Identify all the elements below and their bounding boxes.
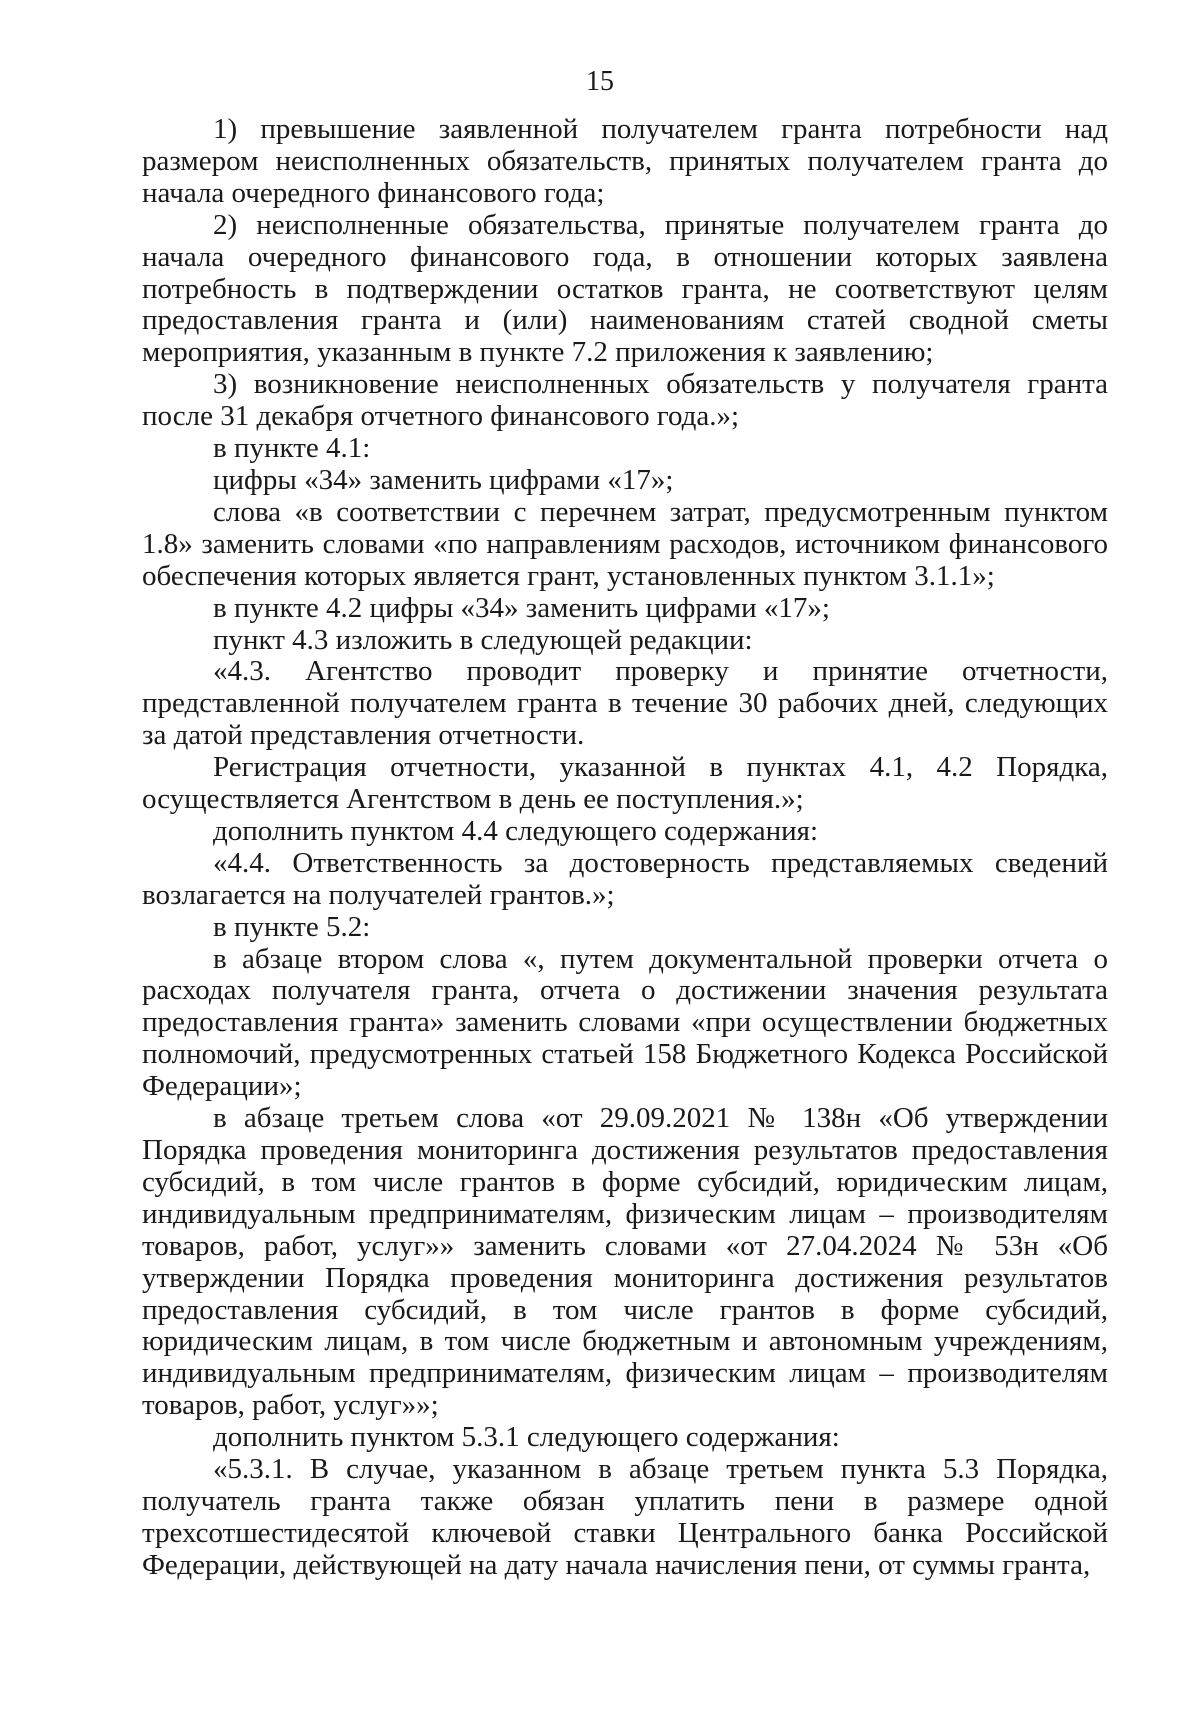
paragraph-item-1: 1) превышение заявленной получателем гранта потребности над размером неисполненных обязательств, принятых получателем гранта до начала очередного финансового года; (142, 113, 1108, 209)
page-number: 15 (586, 66, 614, 97)
paragraph-point-4-3-text: «4.3. Агентство проводит проверку и принятие отчетности, представленной получателем гранта в течение 30 рабочих дней, следующих за датой представления отчетности. (142, 655, 1108, 752)
paragraph-words-replace: слова «в соответствии с перечнем затрат, предусмотренным пунктом 1.8» заменить словами «по направлениям расходов, источником финансового обеспечения которых является грант, установленных пунктом 3.1.1»; (142, 495, 1108, 592)
paragraph-digits-replace: цифры «34» заменить цифрами «17»; (213, 463, 674, 496)
paragraph-point-4-1: в пункте 4.1: (213, 432, 371, 465)
document-body (142, 114, 1108, 1582)
paragraph-item-3: 3) возникновение неисполненных обязательств у получателя гранта после 31 декабря отчетного финансового года.»; (142, 368, 1108, 433)
paragraph-point-4-4-intro: дополнить пунктом 4.4 следующего содержания: (213, 814, 819, 847)
paragraph-point-4-2: в пункте 4.2 цифры «34» заменить цифрами «17»; (213, 591, 830, 624)
paragraph-point-4-3-intro: пункт 4.3 изложить в следующей редакции: (213, 623, 753, 656)
paragraph-point-5-3-1-intro: дополнить пунктом 5.3.1 следующего содержания: (213, 1421, 840, 1454)
paragraph-second-abzac: в абзаце втором слова «, путем документальной проверки отчета о расходах получателя гранта, отчета о достижении значения результата предоставления гранта» заменить словами «при осуществлении бюджетных полномочий, предусмотренных статьей 158 Бюджетного Кодекса Российской Федерации»; (142, 942, 1108, 1103)
paragraph-point-5-3-1-text: «5.3.1. В случае, указанном в абзаце третьем пункта 5.3 Порядка, получатель гранта также обязан уплатить пени в размере одной трехсотшестидесятой ключевой ставки Центрального банка Российской Федерации, действующей на дату начала начисления пени, от суммы гранта, (142, 1453, 1108, 1581)
paragraph-third-abzac: в абзаце третьем слова «от 29.09.2021 № 138н «Об утверждении Порядка проведения мониторинга достижения результатов предоставления субсидий, в том числе грантов в форме субсидий, юридическим лицам, индивидуальным предпринимателям, физическим лицам – производителям товаров, работ, услуг»» заменить словами «от 27.04.2024 № 53н «Об утверждении Порядка проведения мониторинга достижения результатов предоставления субсидий, в том числе грантов в форме субсидий, юридическим лицам, в том числе бюджетным и автономным учреждениям, индивидуальным предпринимателям, физическим лицам – производителям товаров, работ, услуг»»; (142, 1102, 1108, 1422)
paragraph-item-2: 2) неисполненные обязательства, принятые получателем гранта до начала очередного финансового года, в отношении которых заявлена потребность в подтверждении остатков гранта, не соответствуют целям предоставления гранта и (или) наименованиям статей сводной сметы мероприятия, указанным в пункте 7.2 приложения к заявлению; (142, 208, 1108, 369)
paragraph-registration: Регистрация отчетности, указанной в пунктах 4.1, 4.2 Порядка, осуществляется Агентством в день ее поступления.»; (142, 751, 1108, 816)
paragraph-point-5-2: в пункте 5.2: (213, 910, 371, 943)
paragraph-point-4-4-text: «4.4. Ответственность за достоверность представляемых сведений возлагается на получателей грантов.»; (142, 846, 1108, 911)
